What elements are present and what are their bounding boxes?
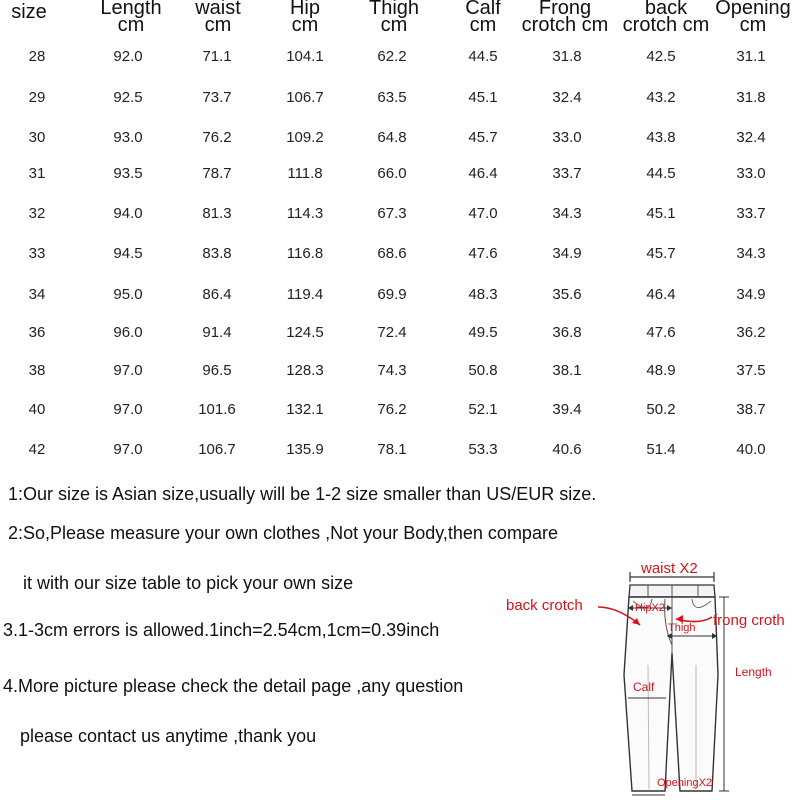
measurement-cell: 67.3 xyxy=(377,205,407,222)
measurement-cell: 44.5 xyxy=(468,48,498,65)
measurement-cell: 47.6 xyxy=(468,245,498,262)
note-3: 3.1-3cm errors is allowed.1inch=2.54cm,1cm=0.39inch xyxy=(3,620,440,640)
measurement-cell: 33.7 xyxy=(552,165,582,182)
note-2-line-2: it with our size table to pick your own size xyxy=(23,573,354,593)
measurement-cell: 104.1 xyxy=(286,48,324,65)
table-row xyxy=(0,128,800,148)
measurement-cell: 34.3 xyxy=(736,245,766,262)
size-cell: 38 xyxy=(28,362,46,379)
table-row xyxy=(0,323,800,343)
measurement-cell: 48.9 xyxy=(646,362,676,379)
measurement-cell: 94.0 xyxy=(113,205,143,222)
size-cell: 30 xyxy=(28,129,46,146)
size-cell: 40 xyxy=(28,401,46,418)
measurement-cell: 31.8 xyxy=(552,48,582,65)
measurement-cell: 33.0 xyxy=(552,129,582,146)
measurement-cell: 97.0 xyxy=(113,441,143,458)
measurement-cell: 93.0 xyxy=(113,129,143,146)
column-header xyxy=(98,0,164,34)
measurement-cell: 52.1 xyxy=(468,401,498,418)
measurement-cell: 50.8 xyxy=(468,362,498,379)
measurement-cell: 72.4 xyxy=(377,324,407,341)
measurement-cell: 109.2 xyxy=(286,129,324,146)
measurement-cell: 31.1 xyxy=(736,48,766,65)
measurement-cell: 33.7 xyxy=(736,205,766,222)
column-header xyxy=(621,0,711,34)
note-4-line-2: please contact us anytime ,thank you xyxy=(20,726,317,746)
measurement-cell: 96.5 xyxy=(202,362,232,379)
measurement-cell: 38.1 xyxy=(552,362,582,379)
column-header-title: waist xyxy=(195,0,241,19)
measurement-cell: 106.7 xyxy=(286,89,324,106)
calf-label: Calf xyxy=(633,680,655,694)
column-header-unit: crotch cm xyxy=(622,14,710,36)
table-row xyxy=(0,361,800,381)
measurement-cell: 47.0 xyxy=(468,205,498,222)
measurement-cell: 62.2 xyxy=(377,48,407,65)
column-header-unit: cm xyxy=(380,14,408,36)
measurement-cell: 76.2 xyxy=(202,129,232,146)
size-cell: 29 xyxy=(28,89,46,106)
back-crotch-label: back crotch xyxy=(506,597,583,614)
measurement-cell: 47.6 xyxy=(646,324,676,341)
measurement-cell: 97.0 xyxy=(113,401,143,418)
size-cell: 42 xyxy=(28,441,46,458)
size-cell: 33 xyxy=(28,245,46,262)
measurement-cell: 33.0 xyxy=(736,165,766,182)
measurement-cell: 66.0 xyxy=(377,165,407,182)
measurement-cell: 35.6 xyxy=(552,286,582,303)
measurement-cell: 106.7 xyxy=(198,441,236,458)
measurement-cell: 32.4 xyxy=(736,129,766,146)
measurement-cell: 44.5 xyxy=(646,165,676,182)
hip-label: HipX2 xyxy=(635,602,665,614)
measurement-cell: 45.7 xyxy=(468,129,498,146)
measurement-cell: 114.3 xyxy=(286,205,324,222)
column-header xyxy=(517,0,613,34)
measurement-cell: 91.4 xyxy=(202,324,232,341)
measurement-cell: 95.0 xyxy=(113,286,143,303)
measurement-cell: 36.8 xyxy=(552,324,582,341)
note-4-line-1: 4.More picture please check the detail page ,any question xyxy=(3,676,464,696)
measurement-cell: 94.5 xyxy=(113,245,143,262)
size-cell: 34 xyxy=(28,286,46,303)
measurement-cell: 63.5 xyxy=(377,89,407,106)
measurement-cell: 34.9 xyxy=(552,245,582,262)
column-header-title: Thigh xyxy=(368,0,420,19)
measurement-cell: 37.5 xyxy=(736,362,766,379)
length-label: Length xyxy=(735,665,772,679)
measurement-cell: 78.1 xyxy=(377,441,407,458)
frong-crotch-label: frong croth xyxy=(713,612,785,629)
measurement-cell: 73.7 xyxy=(202,89,232,106)
column-header-unit: cm xyxy=(739,14,767,36)
waist-label: waist X2 xyxy=(641,560,698,577)
column-header-title: Frong xyxy=(538,0,592,19)
table-row xyxy=(0,400,800,420)
size-cell: 28 xyxy=(28,48,46,65)
measurement-cell: 36.2 xyxy=(736,324,766,341)
measurement-cell: 45.7 xyxy=(646,245,676,262)
measurement-cell: 96.0 xyxy=(113,324,143,341)
measurement-cell: 49.5 xyxy=(468,324,498,341)
column-header-title: size xyxy=(11,1,47,23)
column-header-unit: cm xyxy=(204,14,232,36)
measurement-cell: 81.3 xyxy=(202,205,232,222)
measurement-cell: 48.3 xyxy=(468,286,498,303)
column-header xyxy=(366,0,422,34)
column-header-unit: cm xyxy=(291,14,319,36)
column-header xyxy=(0,1,58,23)
measurement-cell: 128.3 xyxy=(286,362,324,379)
measurement-cell: 53.3 xyxy=(468,441,498,458)
measurement-cell: 43.8 xyxy=(646,129,676,146)
measurement-cell: 46.4 xyxy=(646,286,676,303)
note-1: 1:Our size is Asian size,usually will be 1-2 size smaller than US/EUR size. xyxy=(8,484,597,504)
measurement-cell: 71.1 xyxy=(202,48,232,65)
measurement-cell: 86.4 xyxy=(202,286,232,303)
measurement-cell: 116.8 xyxy=(286,245,324,262)
measurement-cell: 64.8 xyxy=(377,129,407,146)
pants-measurement-diagram xyxy=(500,555,800,800)
column-header xyxy=(462,0,504,34)
table-row xyxy=(0,88,800,108)
measurement-cell: 42.5 xyxy=(646,48,676,65)
measurement-cell: 40.0 xyxy=(736,441,766,458)
measurement-cell: 34.9 xyxy=(736,286,766,303)
measurement-cell: 45.1 xyxy=(468,89,498,106)
measurement-cell: 93.5 xyxy=(113,165,143,182)
measurement-cell: 92.5 xyxy=(113,89,143,106)
column-header xyxy=(275,0,335,34)
column-header-title: back xyxy=(644,0,688,19)
measurement-cell: 39.4 xyxy=(552,401,582,418)
size-cell: 32 xyxy=(28,205,46,222)
measurement-cell: 69.9 xyxy=(377,286,407,303)
measurement-cell: 31.8 xyxy=(736,89,766,106)
column-header xyxy=(192,0,244,34)
column-header-title: Hip xyxy=(289,0,320,19)
measurement-cell: 68.6 xyxy=(377,245,407,262)
measurement-cell: 135.9 xyxy=(286,441,324,458)
measurement-cell: 38.7 xyxy=(736,401,766,418)
column-header-title: Calf xyxy=(465,0,501,19)
table-row xyxy=(0,244,800,264)
column-header-title: Length xyxy=(100,0,162,19)
table-row xyxy=(0,204,800,224)
measurement-cell: 101.6 xyxy=(198,401,236,418)
measurement-cell: 45.1 xyxy=(646,205,676,222)
note-2-line-1: 2:So,Please measure your own clothes ,Not your Body,then compare xyxy=(8,523,558,543)
measurement-cell: 97.0 xyxy=(113,362,143,379)
table-row xyxy=(0,47,800,67)
measurement-cell: 92.0 xyxy=(113,48,143,65)
measurement-cell: 34.3 xyxy=(552,205,582,222)
measurement-cell: 43.2 xyxy=(646,89,676,106)
column-header-title: Opening xyxy=(715,0,791,19)
size-cell: 31 xyxy=(28,165,46,182)
measurement-cell: 119.4 xyxy=(286,286,324,303)
measurement-cell: 78.7 xyxy=(202,165,232,182)
measurement-cell: 46.4 xyxy=(468,165,498,182)
measurement-cell: 50.2 xyxy=(646,401,676,418)
column-header-unit: cm xyxy=(117,14,145,36)
measurement-cell: 74.3 xyxy=(377,362,407,379)
measurement-cell: 132.1 xyxy=(286,401,324,418)
table-row xyxy=(0,440,800,460)
measurement-cell: 83.8 xyxy=(202,245,232,262)
measurement-cell: 32.4 xyxy=(552,89,582,106)
table-row xyxy=(0,164,800,184)
thigh-label: Thigh xyxy=(668,622,696,634)
measurement-cell: 76.2 xyxy=(377,401,407,418)
column-header-unit: crotch cm xyxy=(521,14,609,36)
opening-label: OpeningX2 xyxy=(657,777,713,789)
column-header-unit: cm xyxy=(469,14,497,36)
measurement-cell: 40.6 xyxy=(552,441,582,458)
measurement-cell: 51.4 xyxy=(646,441,676,458)
column-header xyxy=(710,0,796,34)
size-cell: 36 xyxy=(28,324,46,341)
table-row xyxy=(0,285,800,305)
measurement-cell: 124.5 xyxy=(286,324,324,341)
measurement-cell: 111.8 xyxy=(287,165,323,182)
